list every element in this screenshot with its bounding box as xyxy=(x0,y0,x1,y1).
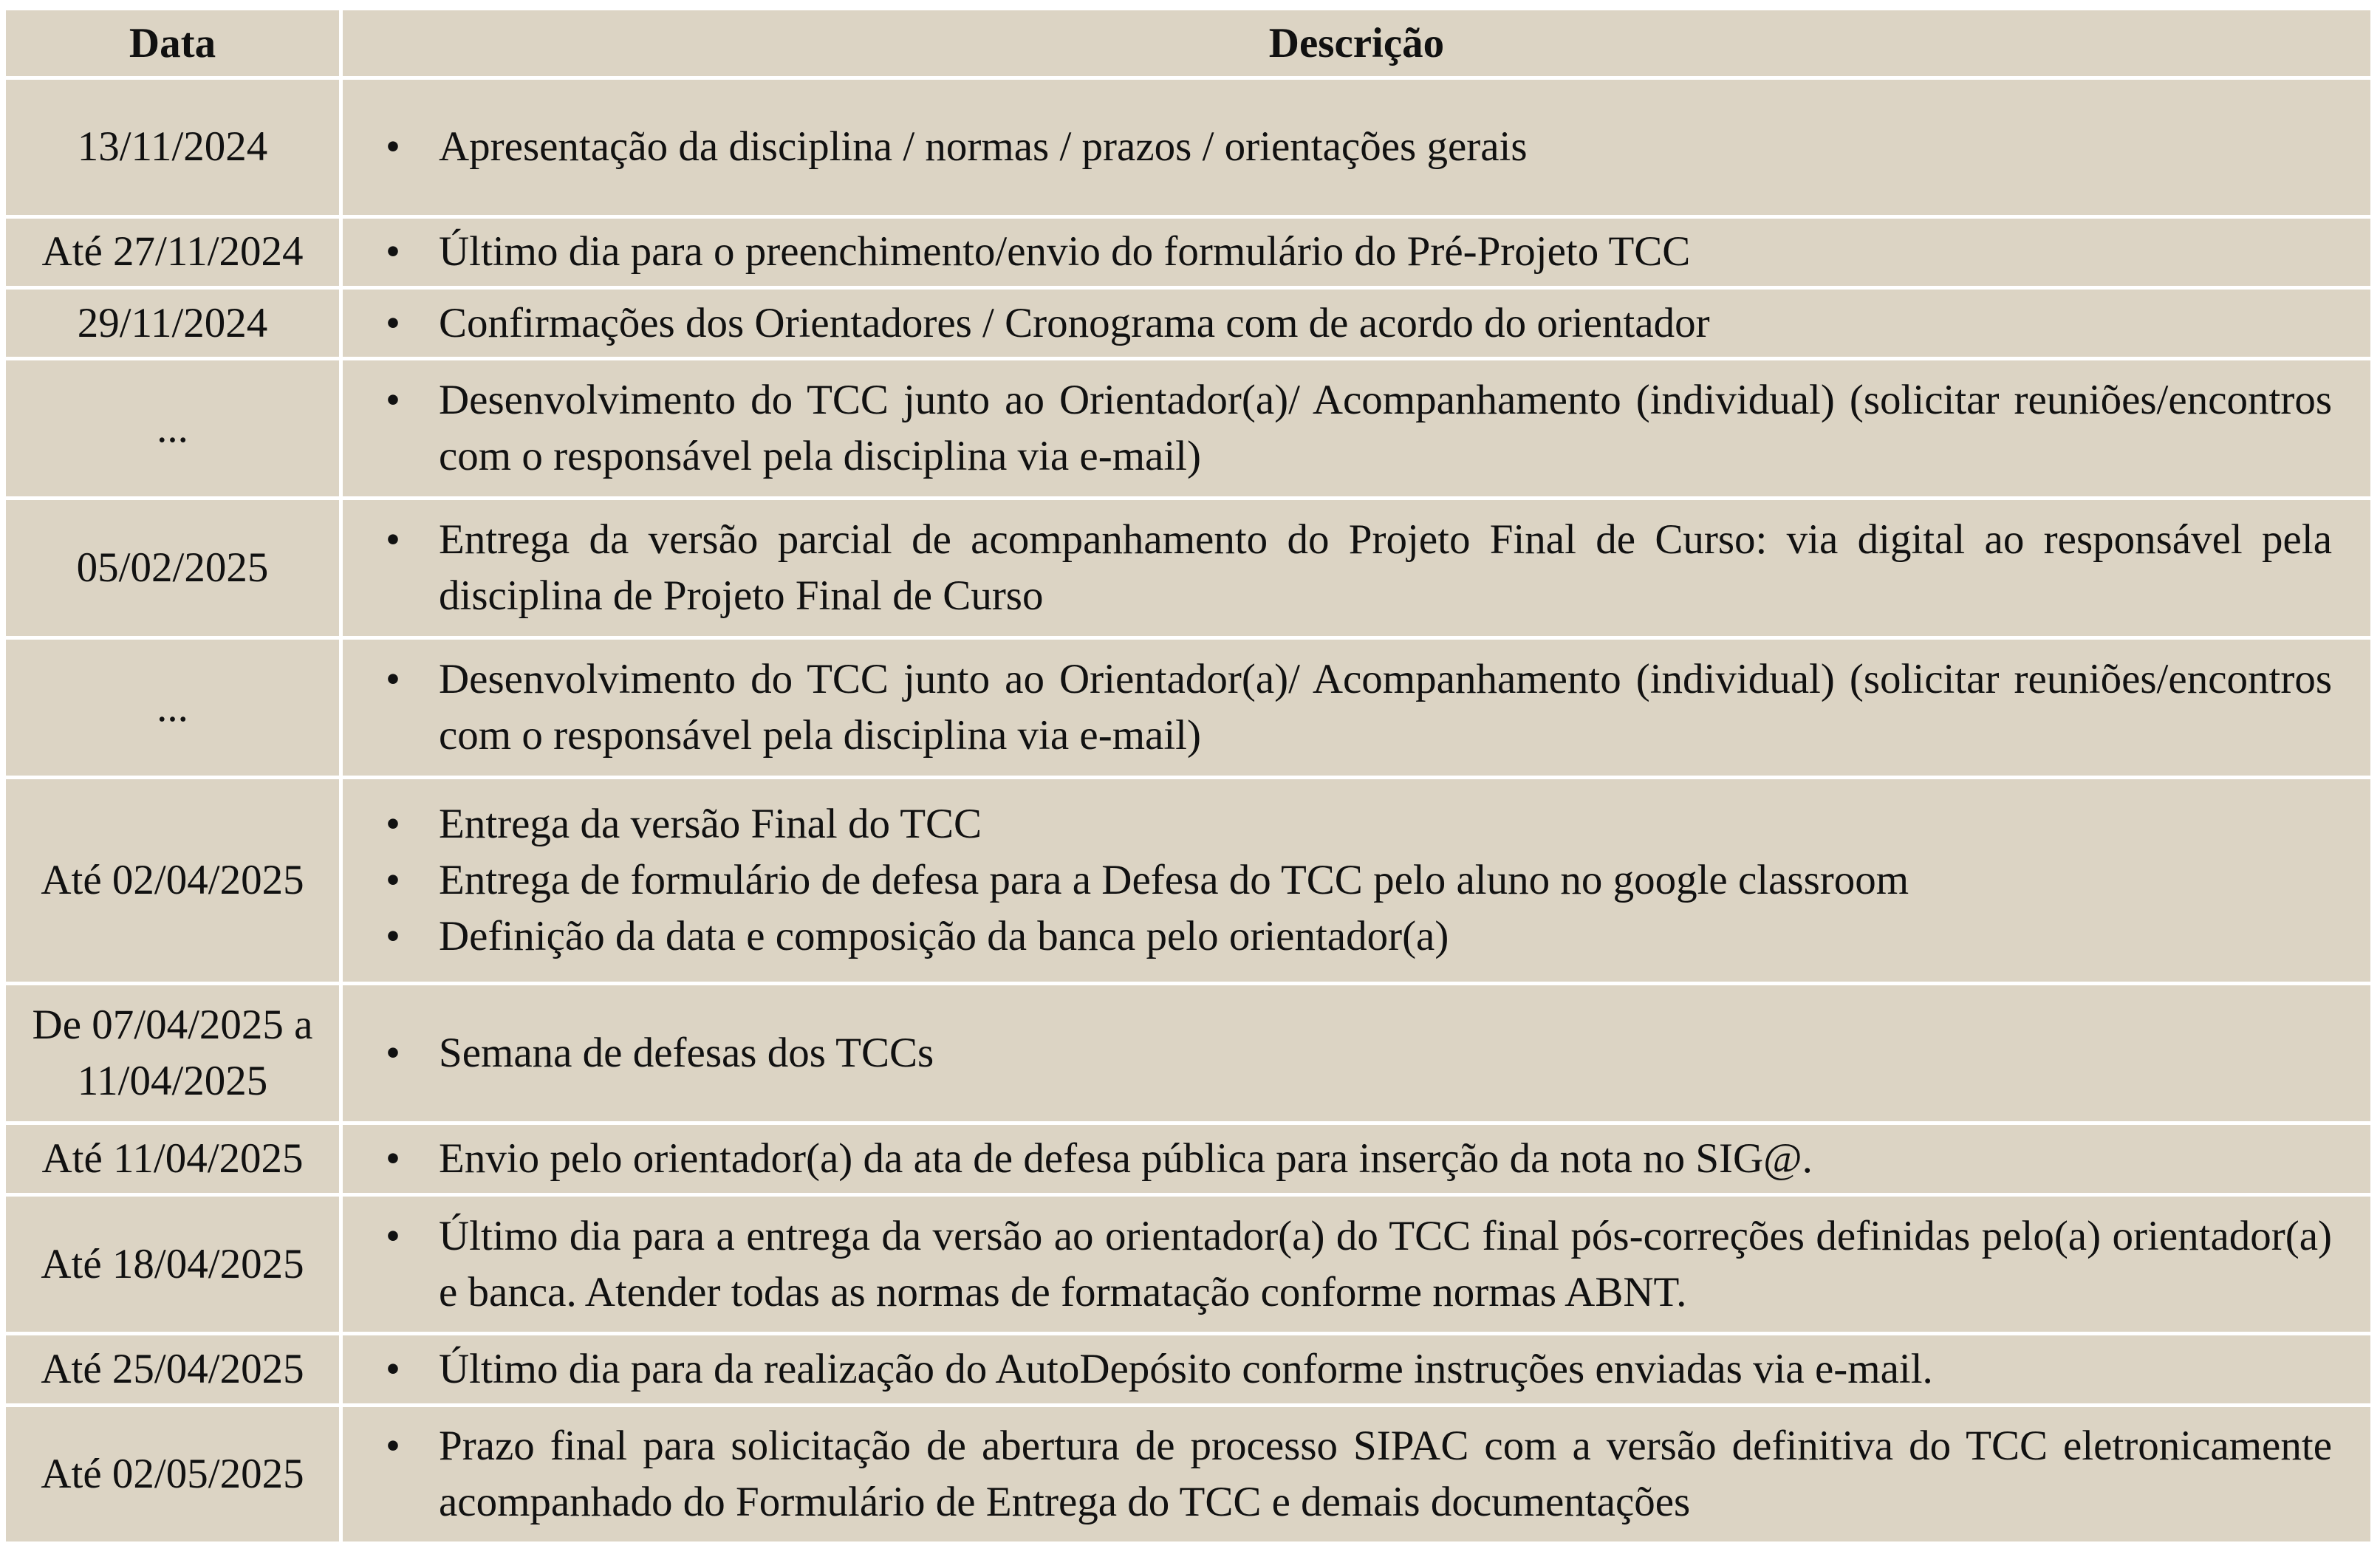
description-text: Desenvolvimento do TCC junto ao Orientador(a)/ Acompanhamento (individual) (solicitar reuniões/encontros com o responsável pela disciplina via e-mail) xyxy=(439,377,2332,480)
description-item xyxy=(386,852,2332,908)
description-list xyxy=(365,796,2332,965)
bullet-icon: • xyxy=(386,856,400,903)
description-cell xyxy=(343,360,2374,500)
description-text: Entrega da versão parcial de acompanhamento do Projeto Final de Curso: via digital ao responsável pela disciplina de Projeto Final de Curso xyxy=(439,516,2332,620)
description-text: Apresentação da disciplina / normas / prazos / orientações gerais xyxy=(439,123,1528,171)
table-row xyxy=(6,779,2374,985)
description-text: Último dia para a entrega da versão ao orientador(a) do TCC final pós-correções definidas pelo(a) orientador(a) e banca. Atender todas as normas de formatação conforme normas ABNT. xyxy=(439,1212,2332,1315)
header-row xyxy=(6,10,2374,80)
table-row xyxy=(6,1197,2374,1336)
description-text: Entrega de formulário de defesa para a Defesa do TCC pelo aluno no google classroom xyxy=(439,856,1909,903)
bullet-icon: • xyxy=(386,299,400,346)
bullet-icon: • xyxy=(386,1212,400,1259)
description-item xyxy=(386,119,2332,175)
date-cell: 29/11/2024 xyxy=(6,290,343,361)
description-list xyxy=(365,1418,2332,1530)
description-list xyxy=(365,1208,2332,1321)
description-cell xyxy=(343,1335,2374,1407)
table-row xyxy=(6,640,2374,779)
bullet-icon: • xyxy=(386,912,400,959)
description-list xyxy=(365,651,2332,764)
description-list xyxy=(365,119,2332,175)
date-cell: ... xyxy=(6,360,343,500)
date-cell: De 07/04/2025 a 11/04/2025 xyxy=(6,985,343,1125)
bullet-icon: • xyxy=(386,1346,400,1393)
description-text: Último dia para o preenchimento/envio do formulário do Pré-Projeto TCC xyxy=(439,228,1691,276)
description-list xyxy=(365,295,2332,352)
date-cell: Até 02/05/2025 xyxy=(6,1407,343,1545)
schedule-table xyxy=(6,10,2374,1545)
description-item xyxy=(386,908,2332,965)
bullet-icon: • xyxy=(386,1029,400,1076)
table-row xyxy=(6,290,2374,361)
description-text: Último dia para da realização do AutoDepósito conforme instruções enviadas via e-mail. xyxy=(439,1346,1933,1393)
bullet-icon: • xyxy=(386,377,400,424)
table-row xyxy=(6,1407,2374,1545)
description-item xyxy=(386,295,2332,352)
description-cell xyxy=(343,1125,2374,1197)
date-cell: Até 25/04/2025 xyxy=(6,1335,343,1407)
description-cell xyxy=(343,1407,2374,1545)
date-cell: Até 18/04/2025 xyxy=(6,1197,343,1336)
description-item xyxy=(386,1341,2332,1397)
description-text: Entrega da versão Final do TCC xyxy=(439,800,982,847)
table-row xyxy=(6,360,2374,500)
description-list xyxy=(365,1131,2332,1187)
table-row xyxy=(6,500,2374,640)
description-text: Desenvolvimento do TCC junto ao Orientador(a)/ Acompanhamento (individual) (solicitar reuniões/encontros com o responsável pela disciplina via e-mail) xyxy=(439,655,2332,759)
description-cell xyxy=(343,985,2374,1125)
description-item xyxy=(386,1025,2332,1081)
table-row xyxy=(6,219,2374,290)
description-cell xyxy=(343,219,2374,290)
table-row xyxy=(6,1335,2374,1407)
description-text: Prazo final para solicitação de abertura de processo SIPAC com a versão definitiva do TCC eletronicamente acompanhado do Formulário de Entrega do TCC e demais documentações xyxy=(439,1423,2332,1526)
description-cell xyxy=(343,1197,2374,1336)
description-list xyxy=(365,224,2332,280)
bullet-icon: • xyxy=(386,516,400,564)
header-date: Data xyxy=(6,10,343,80)
description-cell xyxy=(343,779,2374,985)
table-row xyxy=(6,985,2374,1125)
description-item xyxy=(386,651,2332,764)
description-list xyxy=(365,372,2332,485)
bullet-icon: • xyxy=(386,228,400,276)
header-description: Descrição xyxy=(343,10,2374,80)
date-cell: ... xyxy=(6,640,343,779)
table-row xyxy=(6,80,2374,219)
description-item xyxy=(386,372,2332,485)
schedule-body xyxy=(6,80,2374,1545)
bullet-icon: • xyxy=(386,800,400,847)
description-list xyxy=(365,512,2332,624)
bullet-icon: • xyxy=(386,655,400,702)
description-text: Semana de defesas dos TCCs xyxy=(439,1029,934,1076)
bullet-icon: • xyxy=(386,1135,400,1182)
description-cell xyxy=(343,290,2374,361)
description-item xyxy=(386,796,2332,852)
date-cell: Até 11/04/2025 xyxy=(6,1125,343,1197)
description-item xyxy=(386,1208,2332,1321)
date-cell: Até 02/04/2025 xyxy=(6,779,343,985)
date-cell: 05/02/2025 xyxy=(6,500,343,640)
description-text: Envio pelo orientador(a) da ata de defesa pública para inserção da nota no SIG@. xyxy=(439,1135,1813,1182)
date-cell: Até 27/11/2024 xyxy=(6,219,343,290)
description-item xyxy=(386,1418,2332,1530)
description-list xyxy=(365,1025,2332,1081)
description-cell xyxy=(343,500,2374,640)
description-cell xyxy=(343,640,2374,779)
description-item xyxy=(386,224,2332,280)
description-list xyxy=(365,1341,2332,1397)
date-cell: 13/11/2024 xyxy=(6,80,343,219)
bullet-icon: • xyxy=(386,123,400,171)
table-row xyxy=(6,1125,2374,1197)
description-item xyxy=(386,512,2332,624)
description-text: Confirmações dos Orientadores / Cronograma com de acordo do orientador xyxy=(439,299,1710,346)
description-item xyxy=(386,1131,2332,1187)
bullet-icon: • xyxy=(386,1423,400,1470)
description-cell xyxy=(343,80,2374,219)
description-text: Definição da data e composição da banca pelo orientador(a) xyxy=(439,912,1449,959)
